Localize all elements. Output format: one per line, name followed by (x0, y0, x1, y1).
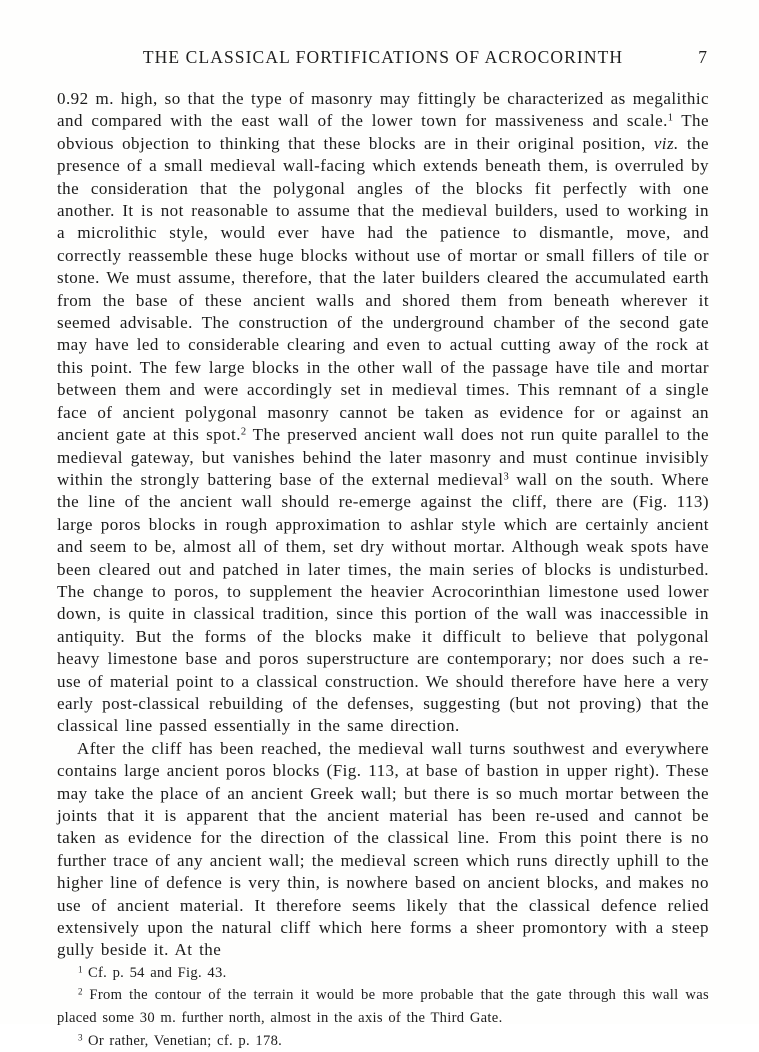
footnotes (57, 962, 709, 1052)
running-head (57, 47, 709, 68)
page-number: 7 (698, 47, 707, 67)
body-text (57, 88, 709, 962)
footnote-2: $^2$ From the contour of the terrain it would be more probable that the gate through this wall was placed some 30 m. further north, almost in the axis of the Third Gate. (57, 986, 709, 1027)
footnote-3: $^3$ Or rather, Venetian; cf. p. 178. (78, 1032, 283, 1049)
footnote-1: $^1$ Cf. p. 54 and Fig. 43. (78, 964, 227, 981)
paragraph-1: 0.92 m. high, so that the type of masonry may fittingly be characterized as megalithic and compared with the east wall of the lower town for massiveness and scale.$^1$ The obvious objection to thinking that these blocks are in their original position, viz. the presence of a small medieval wall-facing which extends beneath them, is overruled by the consideration that the polygonal angles of the blocks fit perfectly with one another. It is not reasonable to assume that the medieval builders, used to working in a microlithic style, would ever have had the patience to dismantle, move, and correctly reassemble these huge blocks without use of mortar or small fillers of tile or stone. We must assume, therefore, that the later builders cleared the accumulated earth from the base of these ancient walls and shored them from beneath wherever it seemed advisable. The construction of the underground chamber of the second gate may have led to considerable clearing and even to actual cutting away of the rock at this point. The few large blocks in the other wall of the passage have tile and mortar between them and were accordingly set in medieval times. This remnant of a single face of ancient polygonal masonry cannot be taken as evidence for or against an ancient gate at this spot.$^2$ The preserved ancient wall does not run quite parallel to the medieval gateway, but vanishes behind the later masonry and must continue invisibly within the strongly battering base of the external medieval$^3$ wall on the south. Where the line of the ancient wall should re-emerge against the cliff, there are (Fig. 113) large poros blocks in rough approximation to ashlar style which are certainly ancient and seem to be, almost all of them, set dry without mortar. Although weak spots have been cleared out and patched in later times, the main series of blocks is undisturbed. The change to poros, to supplement the heavier Acrocorinthian limestone used lower down, is quite in classical tradition, since this portion of the wall was inaccessible in antiquity. But the forms of the blocks make it difficult to believe that polygonal heavy limestone base and poros superstructure are contemporary; nor does such a re-use of material point to a classical construction. We should therefore have here a very early post-classical rebuilding of the defenses, suggesting (but not proving) that the classical line passed essentially in the same direction. (57, 89, 709, 736)
paragraph-2: After the cliff has been reached, the medieval wall turns southwest and everywhere contains large ancient poros blocks (Fig. 113, at base of bastion in upper right). These may take the place of an ancient Greek wall; but there is so much mortar between the joints that it is apparent that the ancient material has been re-used and cannot be taken as evidence for the direction of the classical line. From this point there is no further trace of any ancient wall; the medieval screen which runs directly uphill to the higher line of defence is very thin, is nowhere based on ancient blocks, and makes no use of ancient material. It therefore seems likely that the classical defence relied extensively upon the natural cliff which here forms a sheer promontory with a steep gully beside it. At the (57, 738, 709, 960)
page-title: THE CLASSICAL FORTIFICATIONS OF ACROCORINTH (142, 47, 624, 67)
